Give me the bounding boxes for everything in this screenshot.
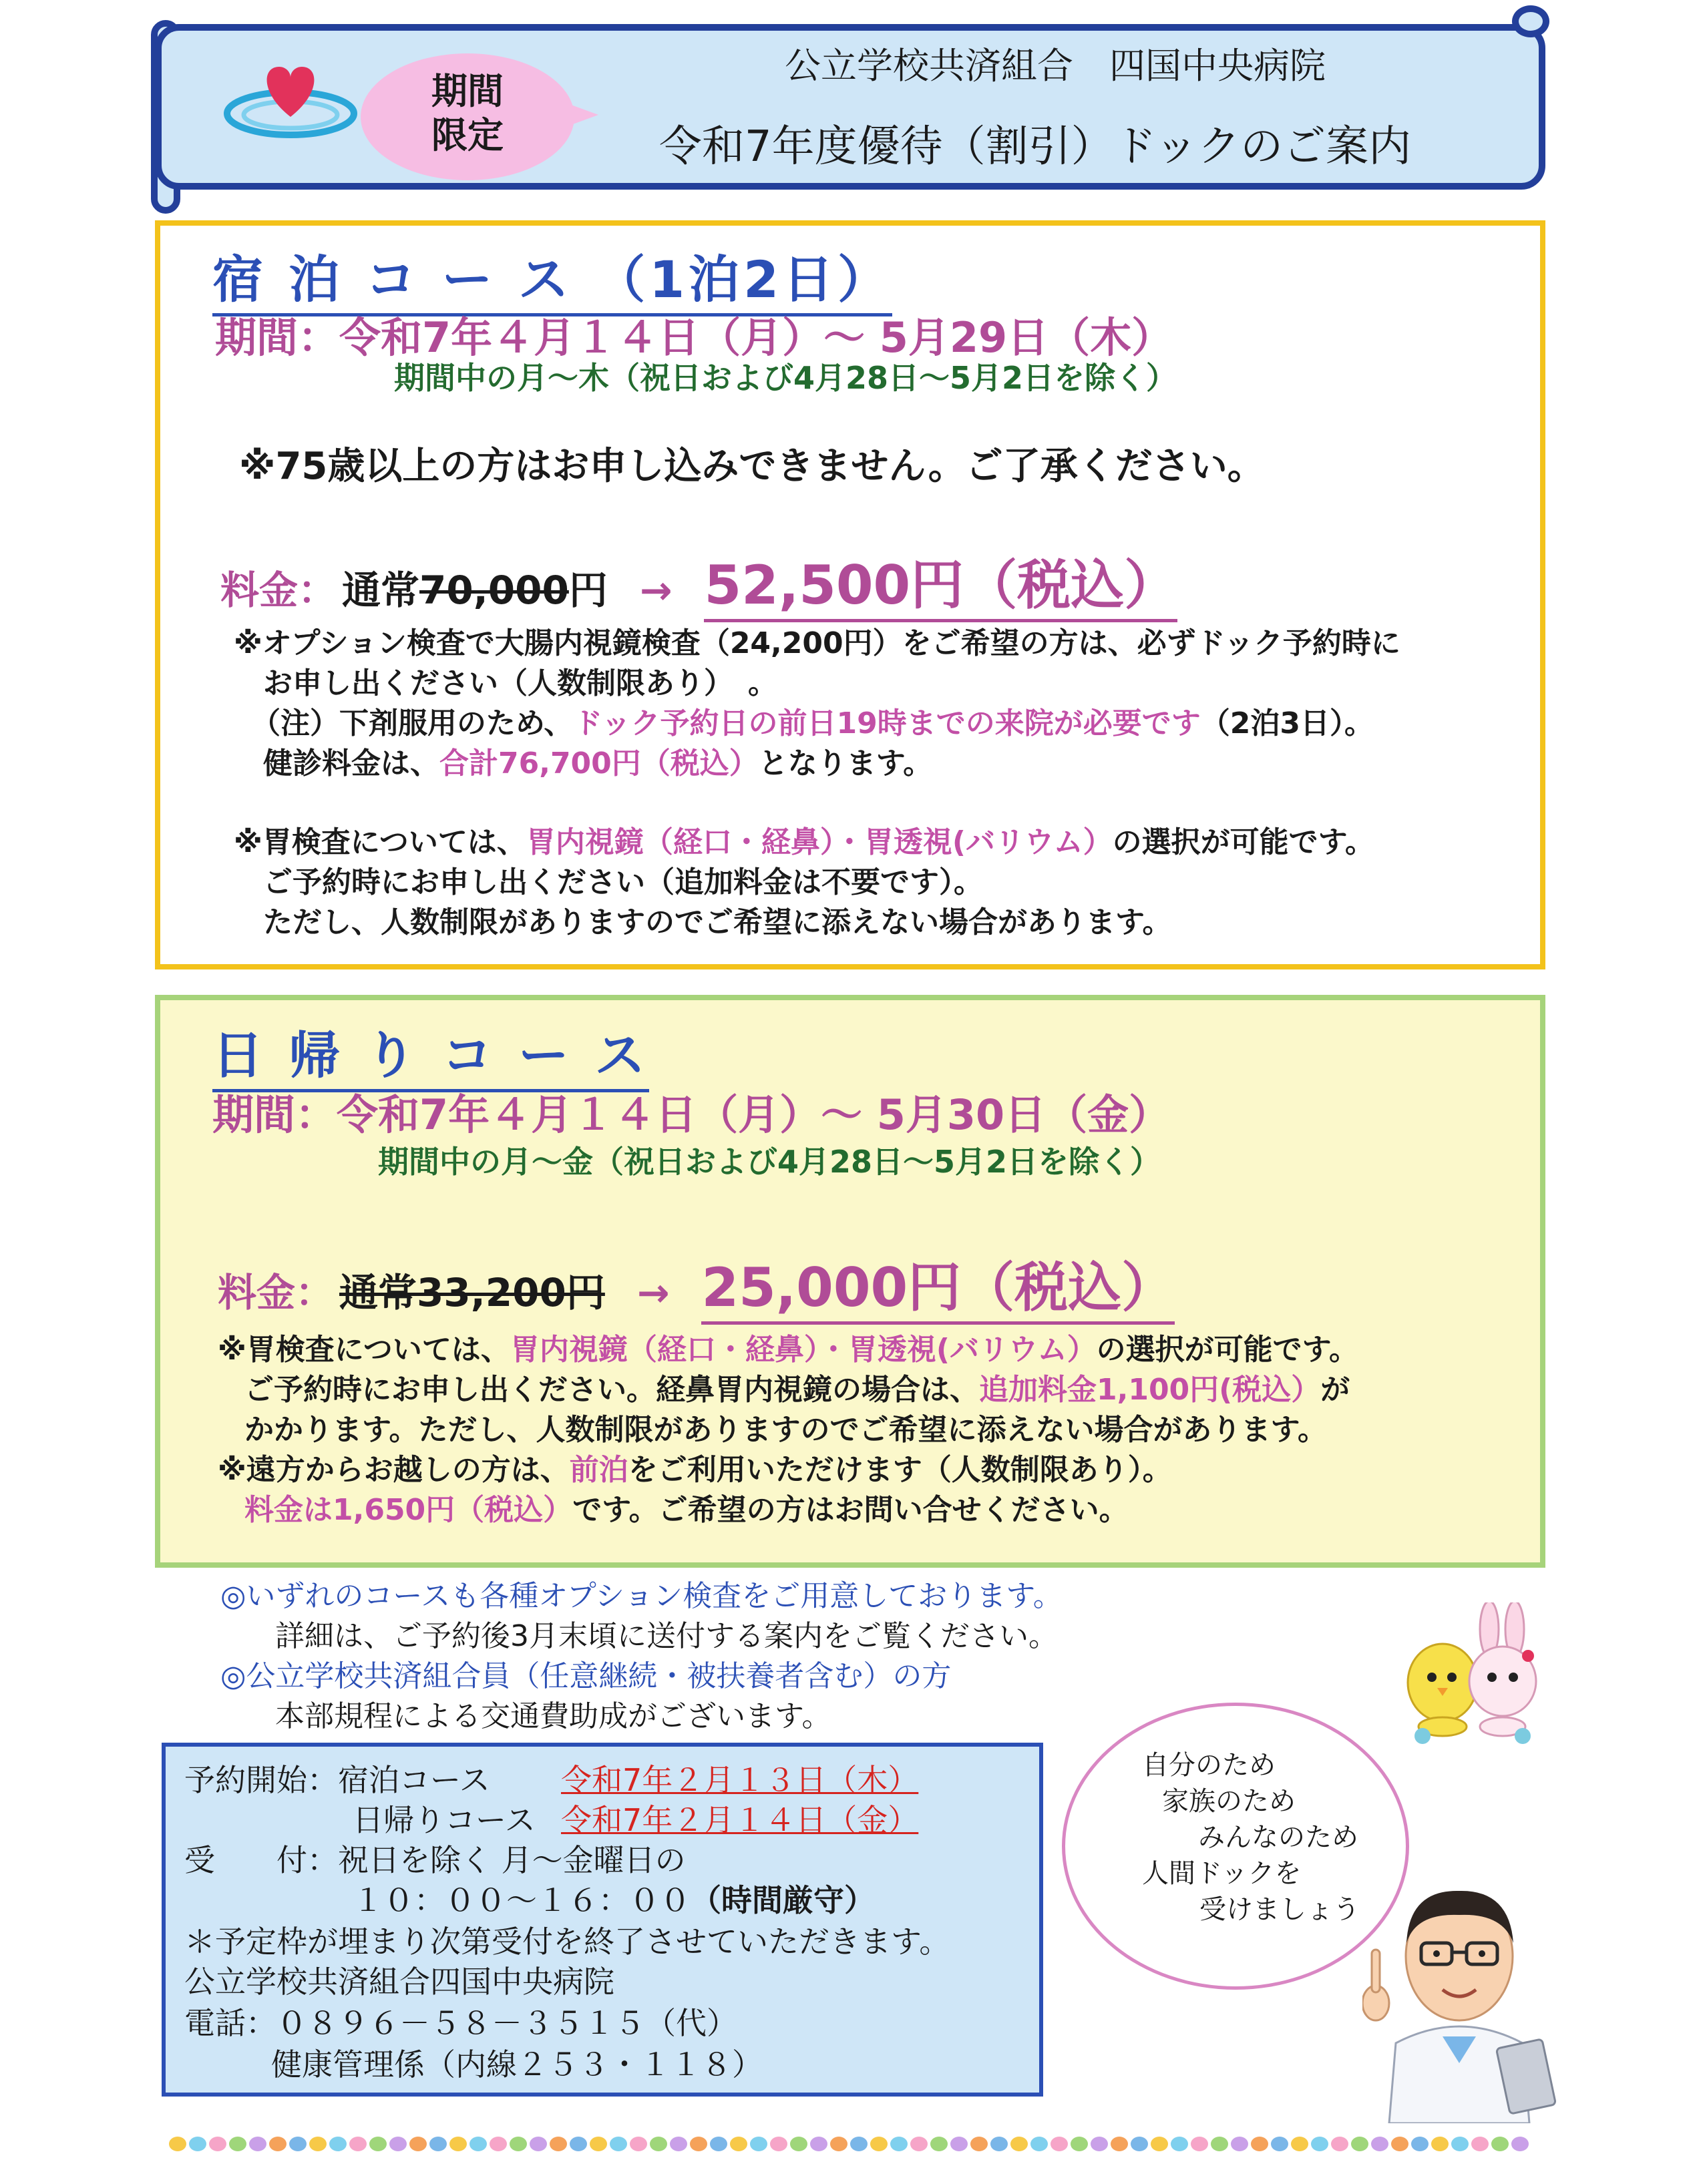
border-dot: [1451, 2137, 1469, 2151]
border-dot: [1311, 2137, 1328, 2151]
day-note-2-line-1: [218, 1450, 1358, 1490]
day-note-1-line-2-a: ご予約時にお申し出ください。経鼻胃内視鏡の場合は、: [244, 1373, 979, 1407]
day-note-2-line-2-b: です。ご希望の方はお問い合せください。: [572, 1493, 1129, 1527]
border-dot: [510, 2137, 527, 2151]
border-dot: [750, 2137, 767, 2151]
day-note-2-line-1-a: ※遠方からお越しの方は、: [218, 1453, 570, 1487]
stay-fee-label: 料金：: [220, 568, 337, 613]
border-dot: [770, 2137, 787, 2151]
border-dot: [1171, 2137, 1188, 2151]
reservation-start-label: 予約開始：宿泊コース: [184, 1762, 490, 1798]
border-dot: [1291, 2137, 1308, 2151]
border-dot: [1331, 2137, 1348, 2151]
day-fee-arrow: →: [636, 1270, 670, 1315]
day-note-2-line-2: [218, 1490, 1358, 1530]
phone-number: 電話：０８９６－５８－３５１５（代）: [184, 2005, 737, 2041]
border-dot: [349, 2137, 367, 2151]
info-line-2: 詳細は、ご予約後3月末頃に送付する案内をご覧ください。: [275, 1619, 1058, 1653]
border-dot: [830, 2137, 847, 2151]
stay-note-2-line-1-highlight: 胃内視鏡（経口・経鼻）・胃透視(バリウム）: [526, 825, 1113, 859]
stay-note-2-line-3: ただし、人数制限がありますのでご希望に添えない場合があります。: [263, 905, 1172, 939]
border-dot: [1391, 2137, 1408, 2151]
border-dot: [1151, 2137, 1168, 2151]
doctor-bubble-line-1: 自分のため: [1142, 1750, 1276, 1781]
day-course-title: 日 帰 り コ ー ス: [212, 1015, 649, 1092]
day-note-2-line-1-c: をご利用いただけます（人数制限あり）。: [628, 1453, 1172, 1487]
day-note-2-line-2-highlight: 料金は1,650円（税込）: [244, 1493, 573, 1527]
border-dot: [1051, 2137, 1068, 2151]
info-line-1: ◎いずれのコースも各種オプション検査をご用意しております。: [220, 1579, 1063, 1613]
border-dot: [429, 2137, 447, 2151]
page-title: 令和7年度優待（割引）ドックのご案内: [658, 122, 1412, 172]
doctor-bubble-line-3: みんなのため: [1198, 1822, 1358, 1853]
border-dot: [189, 2137, 206, 2151]
day-note-1-line-1-a: ※胃検査については、: [218, 1333, 510, 1367]
day-note-1-line-2-highlight: 追加料金1,100円(税込）: [979, 1373, 1321, 1407]
stay-note-1-line-4-a: 健診料金は、: [263, 746, 439, 781]
border-dot: [209, 2137, 226, 2151]
stay-note-2-line-1: [234, 823, 1374, 863]
doctor-illustration: [1362, 1843, 1556, 2123]
limited-badge-text: [374, 69, 561, 158]
stay-note-2-line-2: ご予約時にお申し出ください（追加料金は不要です）。: [263, 865, 983, 899]
stay-note-2-line-1-a: ※胃検査については、: [234, 825, 526, 859]
reception-hours-note: （時間厳守）: [691, 1882, 875, 1918]
stay-note-1-line-2: お申し出ください（人数制限あり） 。: [263, 666, 777, 700]
stay-fee-normal-prefix: 通常: [342, 568, 420, 613]
border-dot: [1211, 2137, 1228, 2151]
badge-line-2: 限定: [431, 114, 504, 156]
mascot-characters-illustration: [1396, 1602, 1549, 1756]
border-dot: [1271, 2137, 1288, 2151]
border-dot: [449, 2137, 467, 2151]
border-dot: [1191, 2137, 1208, 2151]
border-dot: [1010, 2137, 1028, 2151]
day-note-2-line-1-highlight: 前泊: [569, 1453, 628, 1487]
day-fee-discount: 25,000円（税込）: [701, 1245, 1175, 1325]
stay-note-2-line-1-c: の選択が可能です。: [1112, 825, 1375, 859]
border-dot: [670, 2137, 687, 2151]
border-dot: [389, 2137, 407, 2151]
border-dot: [1071, 2137, 1088, 2151]
border-dot: [1511, 2137, 1529, 2151]
age-notice: ※75歳以上の方はお申し込みできません。ご了承ください。: [239, 445, 1265, 488]
border-dot: [530, 2137, 547, 2151]
border-dot: [469, 2137, 487, 2151]
stay-note-1-line-4-highlight: 合計76,700円（税込）: [439, 746, 759, 781]
stay-note-1: [234, 624, 1400, 784]
border-dot: [490, 2137, 507, 2151]
border-dot: [1030, 2137, 1048, 2151]
stay-note-1-line-4-c: となります。: [758, 746, 933, 781]
border-dot: [990, 2137, 1008, 2151]
day-course-period: 期間：令和7年４月１４日（月）～ 5月30日（金）: [212, 1090, 1171, 1139]
scroll-curl-top: [1512, 5, 1549, 37]
border-dot: [850, 2137, 868, 2151]
border-dot: [630, 2137, 647, 2151]
border-dot: [690, 2137, 707, 2151]
stay-note-1-line-3: [234, 704, 1400, 744]
border-dot: [810, 2137, 827, 2151]
day-fee-row: [218, 1245, 1175, 1325]
border-dot: [409, 2137, 427, 2151]
reception-hours-time: １０：００～１６：００: [353, 1882, 691, 1918]
border-dot: [870, 2137, 888, 2151]
day-fee-normal-amount: 通常33,200円: [339, 1270, 605, 1315]
reservation-day-label: 日帰りコース: [353, 1802, 536, 1838]
border-dot: [930, 2137, 948, 2151]
doctor-bubble-line-5: 受けましょう: [1199, 1894, 1360, 1925]
border-dot: [790, 2137, 807, 2151]
border-dot: [650, 2137, 667, 2151]
stay-course-title: 宿 泊 コ ー ス （1泊2日）: [212, 239, 892, 316]
day-note-1-line-1-highlight: 胃内視鏡（経口・経鼻）・胃透視(バリウム）: [510, 1333, 1097, 1367]
border-dot: [970, 2137, 988, 2151]
border-dot: [1351, 2137, 1368, 2151]
border-dot: [269, 2137, 287, 2151]
border-dot: [329, 2137, 347, 2151]
border-dot: [910, 2137, 928, 2151]
border-dot: [1231, 2137, 1248, 2151]
hospital-logo-icon: [220, 53, 361, 147]
doctor-bubble-line-4: 人間ドックを: [1142, 1858, 1302, 1889]
doctor-bubble-line-2: 家族のため: [1162, 1786, 1296, 1817]
organization-name: 公立学校共済組合 四国中央病院: [785, 45, 1326, 87]
reception-label: 受 付：祝日を除く 月～金曜日の: [184, 1842, 686, 1878]
border-dot: [1251, 2137, 1268, 2151]
border-dot: [570, 2137, 587, 2151]
border-dot: [169, 2137, 186, 2151]
day-fee-normal: [339, 1261, 605, 1317]
stay-fee-normal-amount: 70,000: [419, 568, 569, 613]
stay-note-1-line-1: ※オプション検査で大腸内視鏡検査（24,200円）をご希望の方は、必ずドック予約時に: [234, 626, 1400, 660]
closing-note: ＊予定枠が埋まり次第受付を終了させていただきます。: [184, 1924, 950, 1960]
reception-hours: [353, 1876, 875, 1920]
stay-fee-discount: 52,500円（税込）: [704, 542, 1177, 622]
stay-note-2: [234, 823, 1374, 943]
border-dot: [590, 2137, 607, 2151]
day-note-1-line-1: [218, 1330, 1358, 1370]
border-dot: [229, 2137, 246, 2151]
phone-extension: 健康管理係（内線２５３・１１８）: [271, 2046, 763, 2083]
border-dot: [1131, 2137, 1148, 2151]
stay-fee-normal-suffix: 円: [568, 568, 608, 613]
day-note-1-line-3: かかります。ただし、人数制限がありますのでご希望に添えない場合があります。: [244, 1413, 1327, 1447]
border-dot: [610, 2137, 627, 2151]
badge-line-1: 期間: [431, 70, 504, 112]
border-dot: [1411, 2137, 1429, 2151]
hospital-name: 公立学校共済組合四国中央病院: [184, 1964, 614, 2000]
stay-course-sub-period: 期間中の月～木（祝日および4月28日～5月2日を除く）: [394, 360, 1177, 396]
limited-badge-tail: [558, 100, 598, 130]
border-dot: [369, 2137, 387, 2151]
border-dot: [1471, 2137, 1489, 2151]
border-dot: [730, 2137, 747, 2151]
border-dot: [550, 2137, 567, 2151]
stay-note-1-line-3-highlight: ドック予約日の前日19時までの来院が必要です: [573, 706, 1201, 740]
border-dot: [1111, 2137, 1128, 2151]
info-line-4: 本部規程による交通費助成がございます。: [275, 1699, 831, 1733]
reservation-stay-date: 令和7年２月１３日（木）: [561, 1762, 919, 1798]
info-line-3: ◎公立学校共済組合員（任意継続・被扶養者含む）の方: [220, 1659, 952, 1693]
decorative-dotted-border: [167, 2134, 1543, 2154]
day-note-1: [218, 1330, 1358, 1530]
border-dot: [1371, 2137, 1388, 2151]
border-dot: [289, 2137, 307, 2151]
border-dot: [1491, 2137, 1509, 2151]
day-note-1-line-2-c: が: [1320, 1373, 1350, 1407]
stay-course-period: 期間：令和7年４月１４日（月）～ 5月29日（木）: [215, 313, 1173, 362]
day-note-1-line-2: [218, 1370, 1358, 1410]
day-course-sub-period: 期間中の月～金（祝日および4月28日～5月2日を除く）: [378, 1144, 1161, 1180]
border-dot: [890, 2137, 908, 2151]
border-dot: [710, 2137, 727, 2151]
stay-note-1-line-3-c: （2泊3日）。: [1200, 706, 1374, 740]
stay-fee-normal: [342, 559, 608, 615]
border-dot: [249, 2137, 266, 2151]
day-fee-label: 料金：: [218, 1270, 335, 1315]
reservation-day-date: 令和7年２月１４日（金）: [561, 1802, 919, 1838]
stay-fee-row: [220, 542, 1177, 622]
stay-note-1-line-4: [234, 744, 1400, 784]
border-dot: [950, 2137, 968, 2151]
border-dot: [1091, 2137, 1108, 2151]
border-dot: [309, 2137, 327, 2151]
day-note-1-line-1-c: の選択が可能です。: [1096, 1333, 1359, 1367]
stay-fee-arrow: →: [639, 568, 673, 613]
stay-note-1-line-3-a: （注）下剤服用のため、: [251, 706, 574, 740]
border-dot: [1431, 2137, 1449, 2151]
